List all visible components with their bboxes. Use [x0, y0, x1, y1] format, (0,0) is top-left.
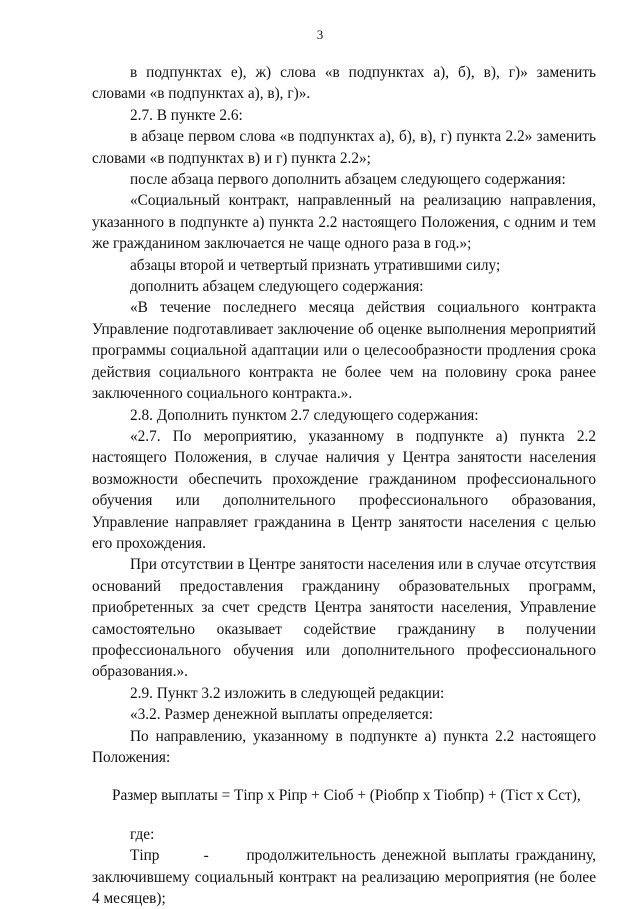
paragraph: в подпунктах е), ж) слова «в подпунктах а), б), в), г)» заменить словами «в подпунктах а), в), г)».	[92, 64, 596, 103]
paragraph: «3.2. Размер денежной выплаты определяется:	[130, 706, 433, 724]
page-number: 3	[316, 27, 324, 42]
spacer	[92, 768, 596, 785]
definition-text: продолжительность денежной выплаты гражданину, заключившему социальный контракт на реализацию мероприятия (не более 4 месяцев);	[92, 847, 596, 908]
paragraph: 2.7. В пункте 2.6:	[130, 106, 243, 124]
paragraph: после абзаца первого дополнить абзацем следующего содержания:	[130, 171, 566, 189]
paragraph: «Социальный контракт, направленный на реализацию направления, указанного в подпункте а) пункта 2.2 настоящего Положения, с одним и тем же гражданином заключается не чаще одного раза в год.»;	[92, 192, 596, 253]
paragraph: дополнить абзацем следующего содержания:	[130, 278, 424, 296]
paragraph: «В течение последнего месяца действия социального контракта Управление подготавливает заключение об оценке выполнения мероприятий программы социальной адаптации или о целесообразности продления срока действия социального контракта не более чем на половину срока ранее заключенного социального контракта.».	[92, 299, 596, 403]
paragraph: «2.7. По мероприятию, указанному в подпункте а) пункта 2.2 настоящего Положения, в случае наличия у Центра занятости населения возможности обеспечить прохождение гражданином профессионального обучения или дополнительного профессионального образования, Управление направляет гражданина в Центр занятости населения с целью его прохождения.	[92, 427, 596, 552]
spacer	[92, 807, 596, 824]
definition-item	[92, 845, 596, 909]
paragraph: 2.9. Пункт 3.2 изложить в следующей редакции:	[130, 684, 445, 702]
paragraph: абзацы второй и четвертый признать утратившими силу;	[130, 256, 501, 274]
where-label: где:	[130, 825, 155, 843]
paragraph: в абзаце первом слова «в подпунктах а), б), в), г) пункта 2.2» заменить словами «в подпунктах в) и г) пункта 2.2»;	[92, 128, 596, 167]
definition-term: Тіпр	[130, 847, 160, 865]
document-body	[92, 62, 596, 909]
definition-dash: -	[203, 847, 209, 865]
paragraph: При отсутствии в Центре занятости населения или в случае отсутствия оснований предоставления гражданину образовательных программ, приобретенных за счет средств Центра занятости населения, Управление самостоятельно оказывает содействие гражданину в получении профессионального обучения или дополнительного профессионального образования.».	[92, 556, 596, 681]
payment-formula: Размер выплаты = Тіпр х Ріпр + Сіоб + (Ріобпр х Тіобпр) + (Тіст х Сст),	[112, 787, 581, 805]
paragraph: По направлению, указанному в подпункте а) пункта 2.2 настоящего Положения:	[92, 727, 596, 766]
paragraph: 2.8. Дополнить пунктом 2.7 следующего содержания:	[130, 406, 479, 424]
